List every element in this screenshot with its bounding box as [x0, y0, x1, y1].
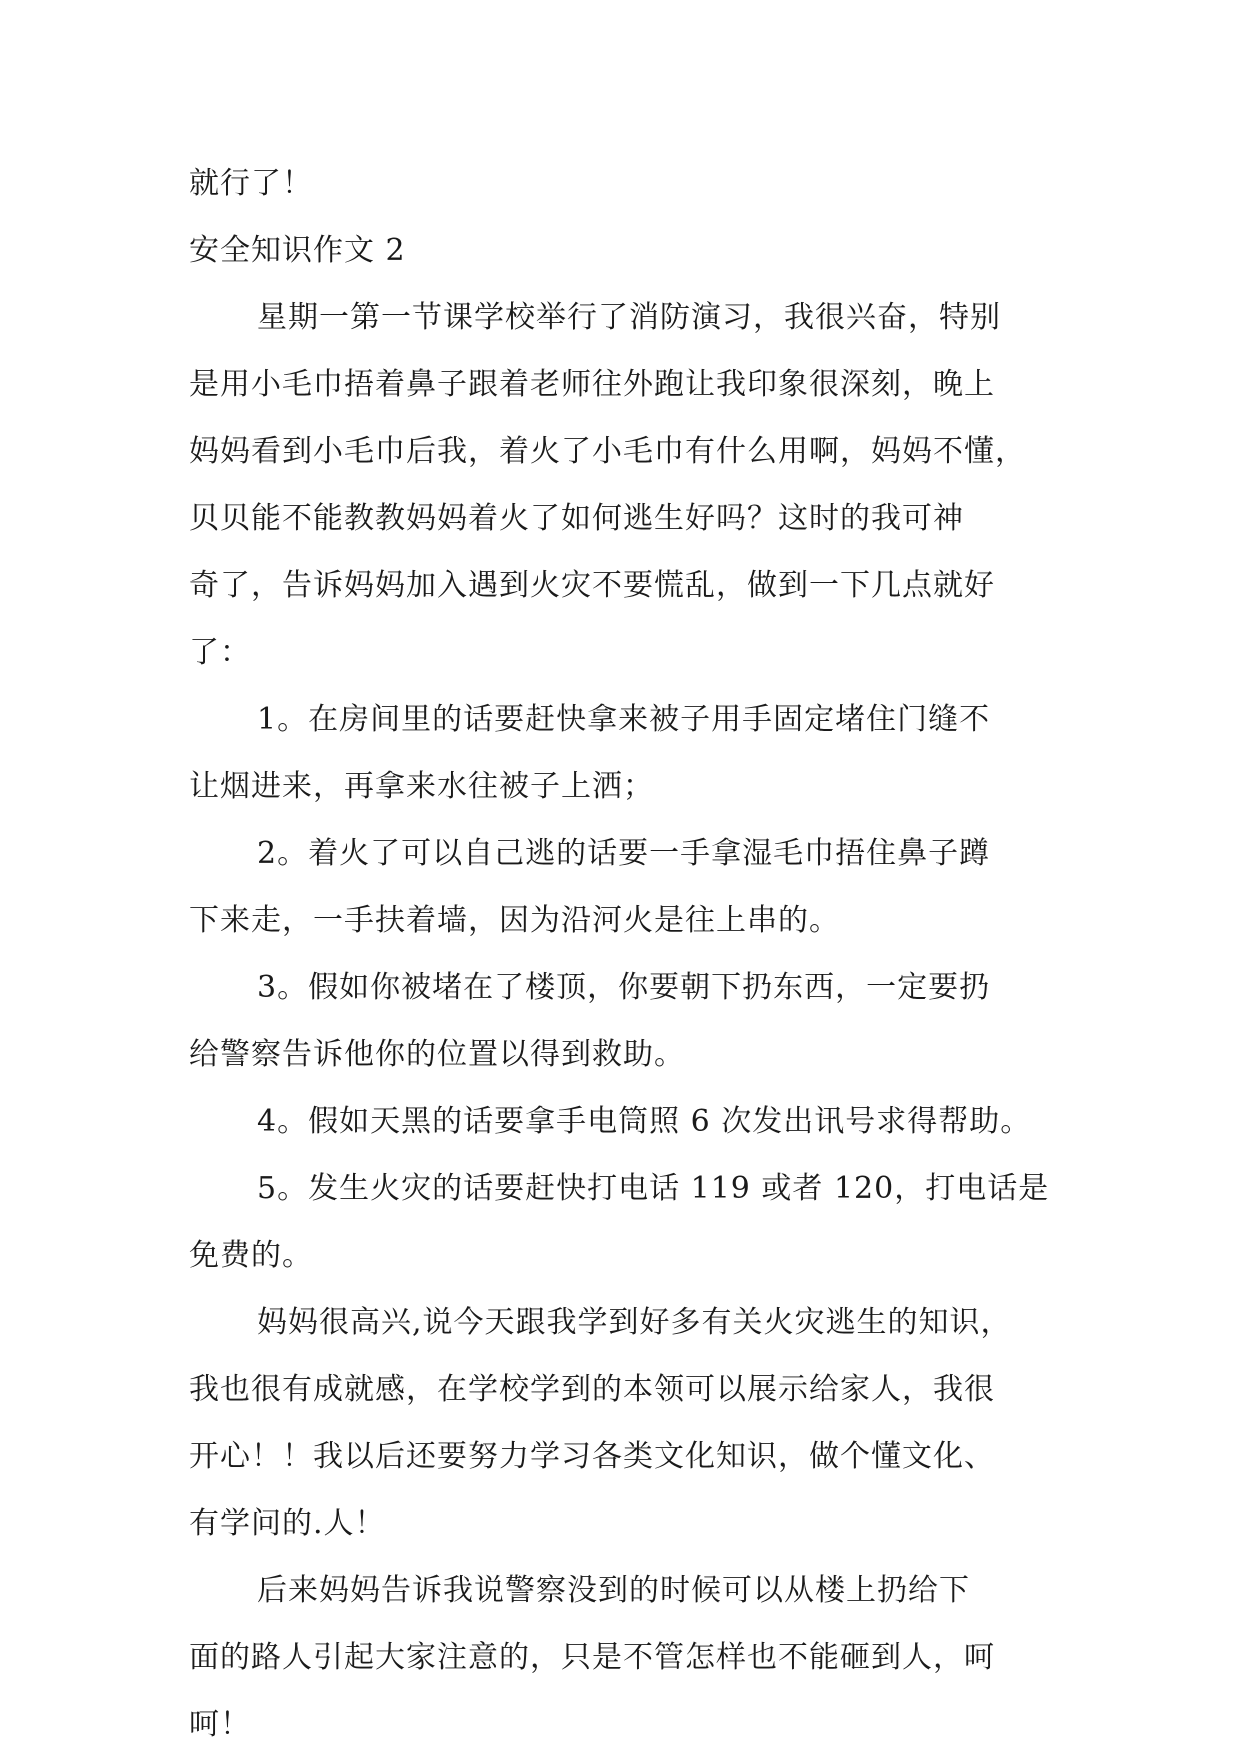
text-line: 妈妈看到小毛巾后我，着火了小毛巾有什么用啊，妈妈不懂，	[189, 434, 1026, 469]
text-line: 让烟进来，再拿来水往被子上洒；	[189, 769, 654, 804]
document-body	[189, 150, 1051, 1758]
essay-text	[189, 284, 1051, 1758]
text-line: 面的路人引起大家注意的，只是不管怎样也不能砸到人，呵	[189, 1640, 995, 1675]
text-line: 妈妈很高兴,说今天跟我学到好多有关火灾逃生的知识，	[257, 1305, 1012, 1340]
text-line: 5。发生火灾的话要赶快打电话 119 或者 120，打电话是	[257, 1171, 1050, 1206]
text-line: 了：	[189, 635, 251, 670]
text-line: 有学问的.人！	[189, 1506, 386, 1541]
text-line: 呵！	[189, 1707, 251, 1742]
text-line: 免费的。	[189, 1238, 313, 1273]
text-line: 奇了，告诉妈妈加入遇到火灾不要慌乱，做到一下几点就好	[189, 568, 995, 603]
text-line: 4。假如天黑的话要拿手电筒照 6 次发出讯号求得帮助。	[257, 1104, 1032, 1139]
text-line: 下来走，一手扶着墙，因为沿河火是往上串的。	[189, 903, 840, 938]
text-line: 贝贝能不能教教妈妈着火了如何逃生好吗？这时的我可神	[189, 501, 964, 536]
text-line: 星期一第一节课学校举行了消防演习，我很兴奋，特别	[257, 300, 1001, 335]
text-line: 1。在房间里的话要赶快拿来被子用手固定堵住门缝不	[257, 702, 991, 737]
text-line: 开心！！我以后还要努力学习各类文化知识，做个懂文化、	[189, 1439, 995, 1474]
text-line: 是用小毛巾捂着鼻子跟着老师往外跑让我印象很深刻，晚上	[189, 367, 995, 402]
text-line: 2。着火了可以自己逃的话要一手拿湿毛巾捂住鼻子蹲	[257, 836, 991, 871]
text-line: 我也很有成就感，在学校学到的本领可以展示给家人，我很	[189, 1372, 995, 1407]
text-line: 后来妈妈告诉我说警察没到的时候可以从楼上扔给下	[257, 1573, 970, 1608]
text-line: 3。假如你被堵在了楼顶，你要朝下扔东西，一定要扔	[257, 970, 991, 1005]
essay-heading: 安全知识作文 2	[189, 233, 406, 268]
text-line: 给警察告诉他你的位置以得到救助。	[189, 1037, 685, 1072]
continuation-line: 就行了！	[189, 166, 313, 201]
